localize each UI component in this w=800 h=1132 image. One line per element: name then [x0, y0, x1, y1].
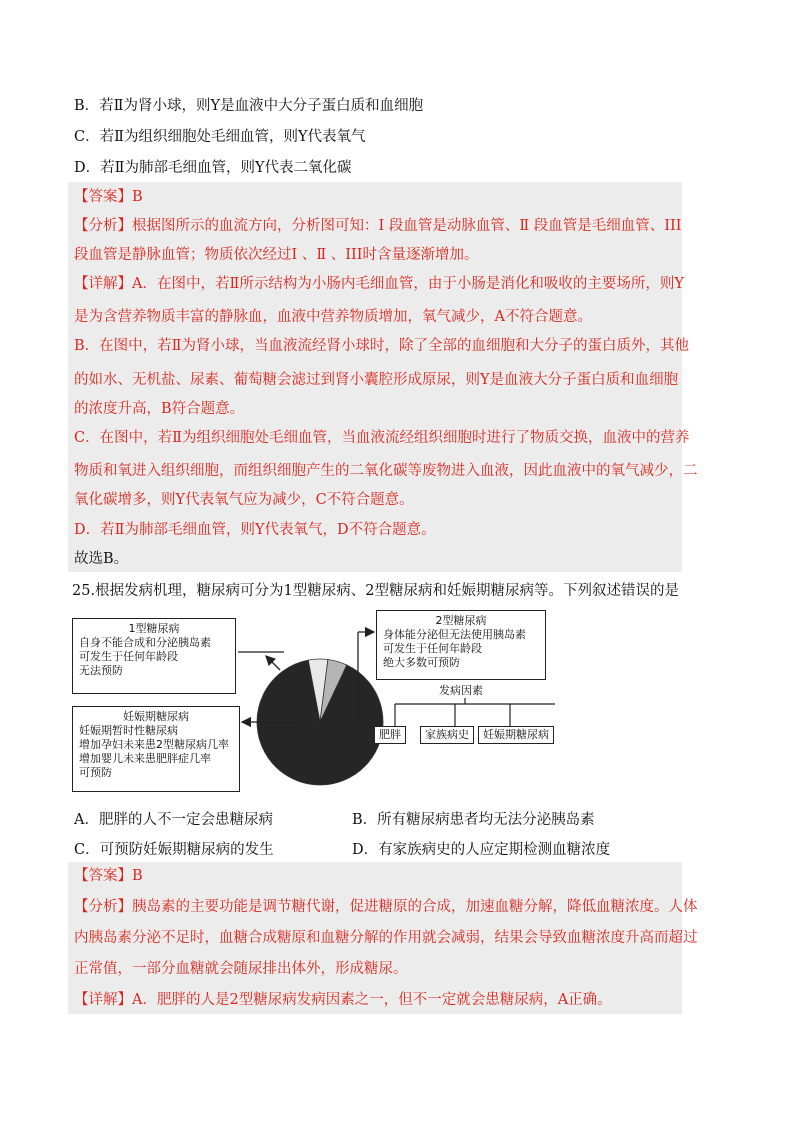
prev-detail-line: 物质和氧进入组织细胞，而组织细胞产生的二氧化碳等废物进入血液，因此血液中的氧气减少，二 — [74, 463, 698, 479]
question-25-stem: 25.根据发病机理，糖尿病可分为1型糖尿病、2型糖尿病和妊娠期糖尿病等。下列叙述错误的是 — [72, 583, 680, 599]
option-b: B．所有糖尿病患者均无法分泌胰岛素 — [352, 812, 595, 828]
type2-line: 身体能分泌但无法使用胰岛素 — [383, 628, 526, 641]
question-25-options — [74, 808, 674, 868]
prev-conclusion: 故选B。 — [74, 551, 129, 567]
factor-label: 发病因素 — [439, 684, 483, 697]
type1-line: 可发生于任何年龄段 — [79, 650, 178, 663]
prev-detail-line: 的如水、无机盐、尿素、葡萄糖会滤过到肾小囊腔形成原尿，则Y是血液大分子蛋白质和血细胞 — [74, 372, 679, 388]
arrow-type1-head — [266, 656, 280, 670]
option-a: A．肥胖的人不一定会患糖尿病 — [74, 812, 273, 828]
gestational-line: 可预防 — [79, 766, 112, 779]
factor-family-history: 家族病史 — [420, 726, 474, 744]
prev-option-b: B．若Ⅱ为肾小球，则Y是血液中大分子蛋白质和血细胞 — [74, 98, 424, 114]
prev-detail-line: D．若Ⅱ为肺部毛细血管，则Y代表氧气，D不符合题意。 — [74, 522, 436, 538]
q25-detail: 【详解】A．肥胖的人是2型糖尿病发病因素之一，但不一定就会患糖尿病，A正确。 — [74, 992, 612, 1008]
gestational-title: 妊娠期糖尿病 — [123, 710, 189, 723]
gestational-line: 妊娠期暂时性糖尿病 — [79, 724, 178, 737]
q25-analysis-line: 【分析】胰岛素的主要功能是调节糖代谢，促进糖原的合成，加速血糖分解，降低血糖浓度。人体 — [74, 899, 698, 915]
prev-detail-line: 是为含营养物质丰富的静脉血，血液中营养物质增加，氧气减少，A不符合题意。 — [74, 309, 592, 325]
type1-line: 无法预防 — [79, 664, 123, 677]
type2-title: 2型糖尿病 — [435, 614, 487, 627]
type1-box — [72, 618, 236, 694]
type2-line: 绝大多数可预防 — [383, 656, 460, 669]
prev-analysis-line: 【分析】根据图所示的血流方向，分析图可知：Ⅰ 段血管是动脉血管、Ⅱ 段血管是毛细血管、III — [74, 218, 682, 234]
factor-obesity: 肥胖 — [374, 726, 406, 744]
q25-analysis-line: 正常值，一部分血糖就会随尿排出体外，形成糖尿。 — [74, 961, 408, 977]
type2-line: 可发生于任何年龄段 — [383, 642, 482, 655]
type2-box — [376, 610, 546, 680]
diabetes-diagram — [70, 610, 570, 800]
prev-detail-line: 【详解】A．在图中，若Ⅱ所示结构为小肠内毛细血管，由于小肠是消化和吸收的主要场所，则Y — [74, 276, 684, 292]
gestational-line: 增加孕妇未来患2型糖尿病几率 — [79, 738, 229, 751]
gestational-box — [72, 706, 240, 792]
prev-detail-line: 的浓度升高，B符合题意。 — [74, 401, 245, 417]
q25-answer: 【答案】B — [74, 868, 143, 884]
prev-detail-line: 氧化碳增多，则Y代表氧气应为减少，C不符合题意。 — [74, 492, 414, 508]
q25-analysis-line: 内胰岛素分泌不足时，血糖合成糖原和血糖分解的作用就会减弱，结果会导致血糖浓度升高而超过 — [74, 930, 698, 946]
factor-gestational: 妊娠期糖尿病 — [478, 726, 554, 744]
prev-analysis-line: 段血管是静脉血管；物质依次经过Ⅰ 、Ⅱ 、III时含量逐渐增加。 — [74, 247, 479, 263]
gestational-line: 增加婴儿未来患肥胖症几率 — [79, 752, 211, 765]
option-d: D．有家族病史的人应定期检测血糖浓度 — [352, 842, 611, 858]
type1-title: 1型糖尿病 — [128, 622, 180, 635]
type1-line: 自身不能合成和分泌胰岛素 — [79, 636, 211, 649]
option-c: C．可预防妊娠期糖尿病的发生 — [74, 842, 274, 858]
prev-detail-line: B．在图中，若Ⅱ为肾小球，当血液流经肾小球时，除了全部的血细胞和大分子的蛋白质外，其他 — [74, 338, 690, 354]
prev-detail-line: C．在图中，若Ⅱ为组织细胞处毛细血管，当血液流经组织细胞时进行了物质交换，血液中的营养 — [74, 430, 690, 446]
prev-option-d: D．若Ⅱ为肺部毛细血管，则Y代表二氧化碳 — [74, 160, 352, 176]
prev-answer: 【答案】B — [74, 189, 143, 205]
prev-option-c: C．若Ⅱ为组织细胞处毛细血管，则Y代表氧气 — [74, 129, 366, 145]
